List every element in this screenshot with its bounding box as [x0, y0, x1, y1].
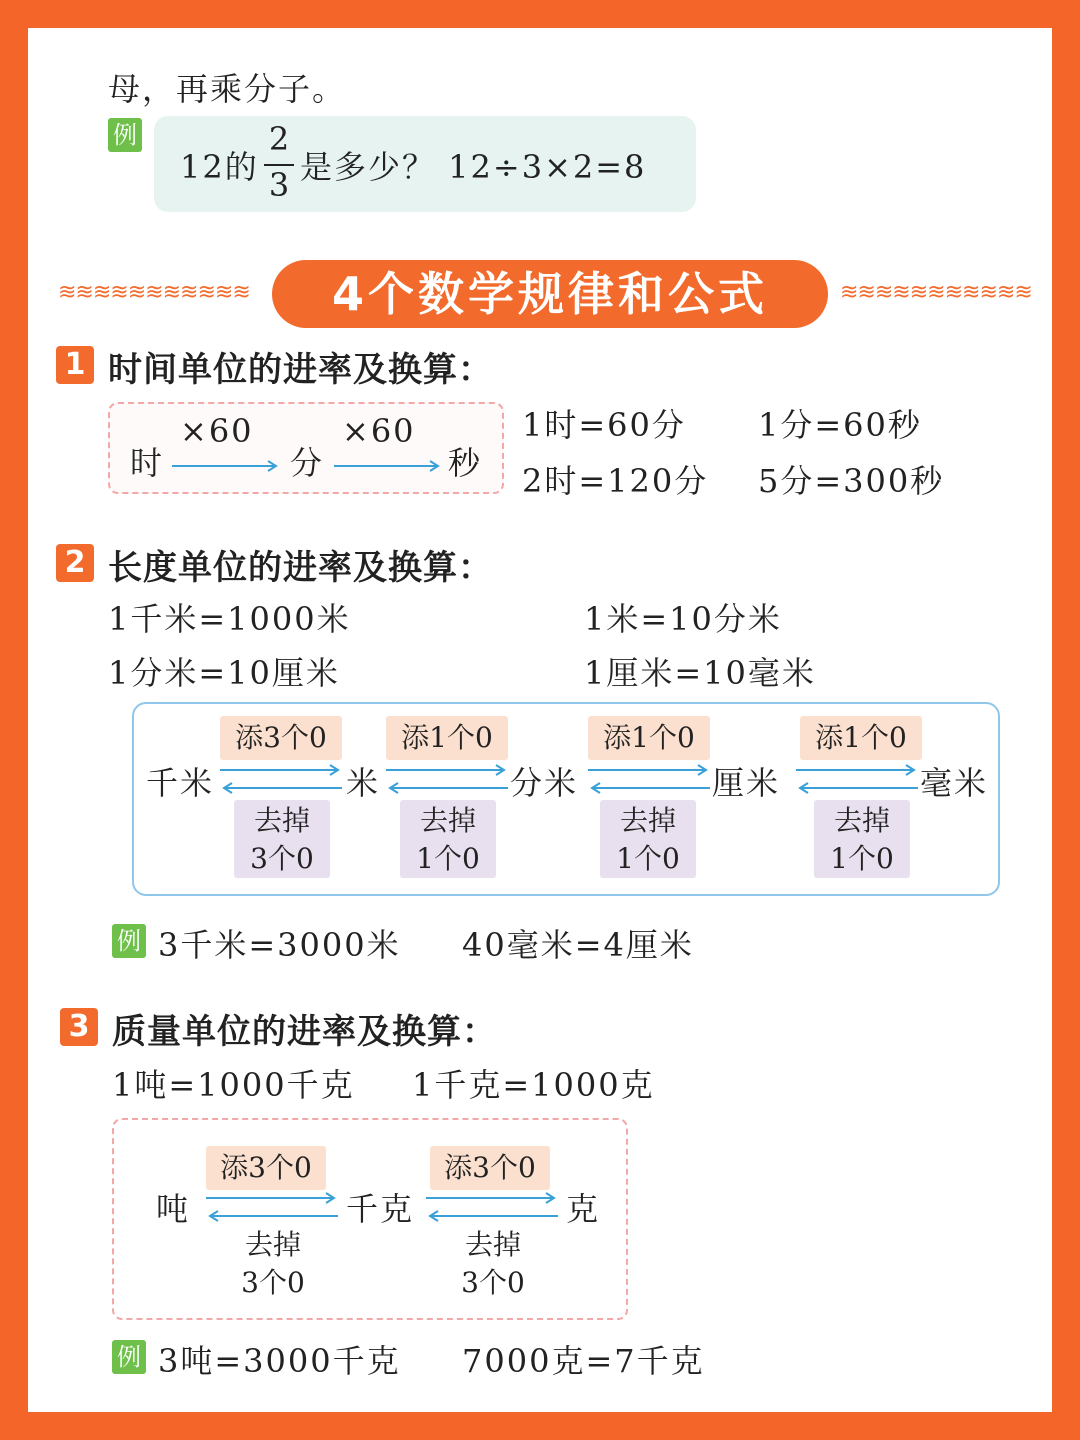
length-fact: 1分米=10厘米: [108, 654, 340, 692]
page: [28, 28, 1052, 1412]
remove-count: 3个0: [461, 1266, 525, 1299]
example-post: 是多少？ 12÷3×2=8: [300, 148, 647, 186]
remove-label: 去掉: [619, 804, 676, 837]
add-zeros-tag: 添3个0: [430, 1146, 550, 1190]
unit-kilogram: 千克: [346, 1190, 415, 1228]
main-title: 4个数学规律和公式: [272, 260, 828, 328]
intro-continuation: 母，再乘分子。: [108, 70, 347, 108]
length-conversion-chain: [132, 702, 1000, 896]
mass-fact: 1千克=1000克: [412, 1066, 655, 1104]
remove-zeros-label: [218, 1226, 328, 1302]
remove-count: 3个0: [250, 842, 314, 875]
example-badge: 例: [112, 924, 146, 958]
add-zeros-tag: 添1个0: [386, 716, 508, 760]
remove-label: 去掉: [244, 1228, 301, 1261]
bidirectional-arrow-icon: [588, 764, 712, 794]
remove-zeros-tag: [234, 800, 330, 878]
add-zeros-tag: 添3个0: [206, 1146, 326, 1190]
length-fact: 1千米=1000米: [108, 600, 351, 638]
time-fact: 1分=60秒: [758, 406, 922, 444]
fraction-numerator: 2: [268, 120, 290, 158]
section-2-number: 2: [56, 544, 94, 582]
time-fact: 1时=60分: [522, 406, 686, 444]
title-decoration-left: ≋≋≋≋≋≋≋≋≋≋≋: [58, 280, 250, 305]
remove-zeros-tag: [600, 800, 696, 878]
time-fact: 2时=120分: [522, 462, 709, 500]
remove-zeros-tag: [400, 800, 496, 878]
bidirectional-arrow-icon: [386, 764, 510, 794]
example-badge: 例: [108, 118, 142, 152]
unit-minute: 分: [290, 444, 325, 482]
bidirectional-arrow-icon: [796, 764, 920, 794]
time-conversion-chain: [108, 402, 504, 494]
add-zeros-tag: 添3个0: [220, 716, 342, 760]
unit-millimeter: 毫米: [920, 764, 989, 802]
title-decoration-right: ≋≋≋≋≋≋≋≋≋≋≋: [840, 280, 1032, 305]
remove-label: 去掉: [253, 804, 310, 837]
bidirectional-arrow-icon: [426, 1192, 560, 1222]
add-zeros-tag: 添1个0: [588, 716, 710, 760]
fraction-denominator: 3: [268, 166, 290, 204]
length-example: 40毫米=4厘米: [462, 926, 694, 964]
mass-conversion-chain: [112, 1118, 628, 1320]
section-3-number: 3: [60, 1008, 98, 1046]
mass-example: 3吨=3000千克: [158, 1342, 401, 1380]
example-pre: 12的: [180, 148, 259, 186]
remove-count: 3个0: [241, 1266, 305, 1299]
fraction-example-box: [154, 116, 696, 212]
mass-example: 7000克=7千克: [462, 1342, 705, 1380]
unit-gram: 克: [566, 1190, 601, 1228]
arrow-right-icon: [334, 460, 444, 472]
time-fact: 5分=300秒: [758, 462, 945, 500]
op-times-60-a: ×60: [180, 412, 254, 450]
remove-label: 去掉: [464, 1228, 521, 1261]
length-fact: 1米=10分米: [584, 600, 782, 638]
example-badge: 例: [112, 1340, 146, 1374]
length-example: 3千米=3000米: [158, 926, 401, 964]
section-2-title: 长度单位的进率及换算：: [108, 548, 493, 588]
unit-ton: 吨: [156, 1190, 191, 1228]
remove-count: 1个0: [416, 842, 480, 875]
unit-centimeter: 厘米: [712, 764, 781, 802]
section-1-title: 时间单位的进率及换算：: [108, 350, 493, 390]
remove-count: 1个0: [616, 842, 680, 875]
bidirectional-arrow-icon: [206, 1192, 340, 1222]
remove-label: 去掉: [419, 804, 476, 837]
unit-second: 秒: [448, 444, 483, 482]
bidirectional-arrow-icon: [220, 764, 344, 794]
unit-hour: 时: [130, 444, 165, 482]
remove-zeros-tag: [814, 800, 910, 878]
unit-decimeter: 分米: [510, 764, 579, 802]
arrow-right-icon: [172, 460, 282, 472]
remove-zeros-label: [438, 1226, 548, 1302]
remove-label: 去掉: [833, 804, 890, 837]
unit-meter: 米: [346, 764, 381, 802]
mass-fact: 1吨=1000千克: [112, 1066, 355, 1104]
length-fact: 1厘米=10毫米: [584, 654, 816, 692]
add-zeros-tag: 添1个0: [800, 716, 922, 760]
op-times-60-b: ×60: [342, 412, 416, 450]
section-1-number: 1: [56, 346, 94, 384]
section-3-title: 质量单位的进率及换算：: [112, 1012, 497, 1052]
remove-count: 1个0: [830, 842, 894, 875]
unit-kilometer: 千米: [146, 764, 215, 802]
